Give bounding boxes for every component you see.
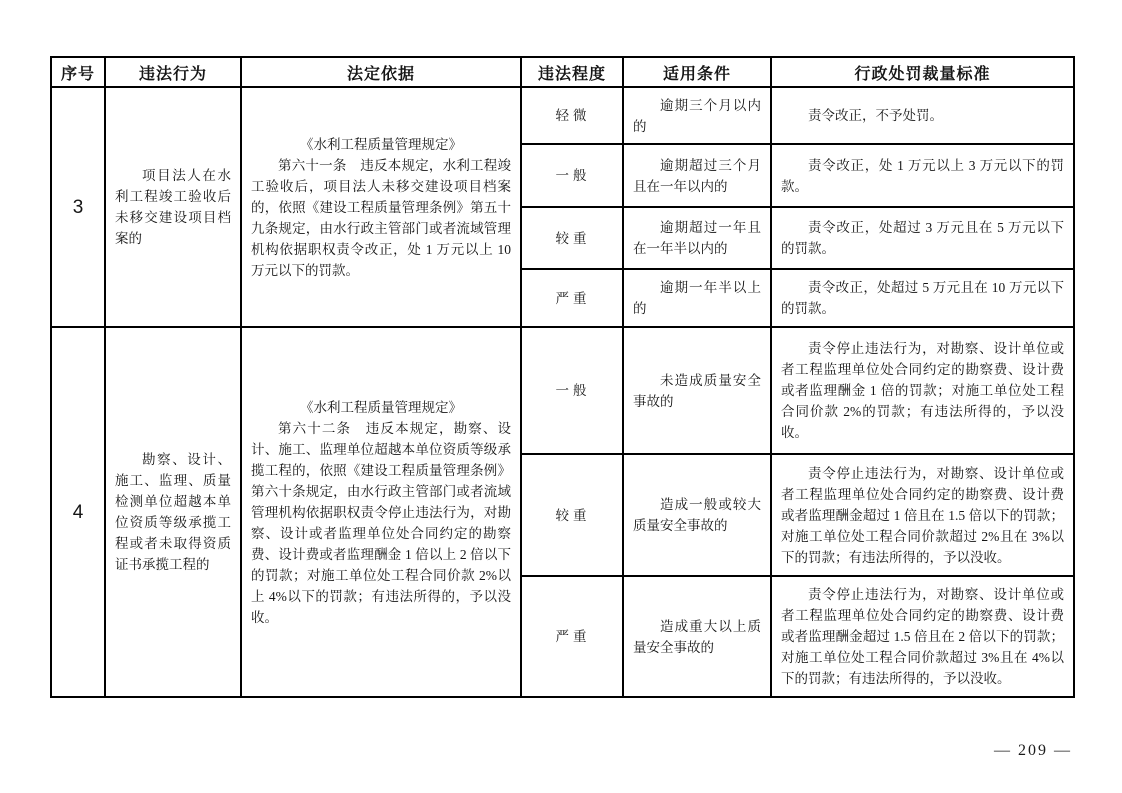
col-header-standard: 行政处罚裁量标准 (771, 57, 1074, 87)
standard-cell (771, 144, 1074, 207)
legal-basis-cell (241, 87, 521, 327)
degree-cell: 轻微 (521, 87, 623, 144)
behavior-cell (105, 327, 241, 697)
degree-cell: 严重 (521, 269, 623, 327)
standard-cell (771, 207, 1074, 269)
col-header-degree: 违法程度 (521, 57, 623, 87)
table-row (51, 327, 1074, 454)
page-number: — 209 — (994, 742, 1072, 759)
degree-cell: 一般 (521, 327, 623, 454)
standard-text: 责令停止违法行为，对勘察、设计单位或者工程监理单位处合同约定的勘察费、设计费或者监理酬金超过 1.5 倍且在 2 倍以下的罚款；对施工单位处工程合同价款超过 3%且在 4%以下的罚款；有违法所得的，予以没收。 (781, 587, 1064, 686)
condition-cell (623, 454, 771, 576)
col-header-basis: 法定依据 (241, 57, 521, 87)
standard-cell (771, 454, 1074, 576)
condition-text: 造成一般或较大质量安全事故的 (633, 497, 761, 533)
behavior-text: 勘察、设计、施工、监理、质量检测单位超越本单位资质等级承揽工程或者未取得资质证书承揽工程的 (115, 452, 231, 572)
condition-text: 造成重大以上质量安全事故的 (633, 618, 761, 655)
condition-cell (623, 207, 771, 269)
col-header-no: 序号 (51, 57, 105, 87)
legal-basis-cell (241, 327, 521, 697)
table-body (51, 87, 1074, 697)
standard-cell (771, 269, 1074, 327)
table-header-row (51, 57, 1074, 87)
condition-cell (623, 269, 771, 327)
standard-text: 责令改正，处超过 3 万元且在 5 万元以下的罚款。 (781, 220, 1064, 256)
standard-text: 责令改正，不予处罚。 (808, 108, 943, 123)
behavior-cell (105, 87, 241, 327)
serial-number-cell: 4 (51, 327, 105, 697)
table-row (51, 87, 1074, 144)
standard-cell (771, 87, 1074, 144)
standard-text: 责令改正，处 1 万元以上 3 万元以下的罚款。 (781, 157, 1064, 194)
condition-text: 未造成质量安全事故的 (633, 372, 761, 409)
legal-basis-title: 《水利工程质量管理规定》 (300, 136, 462, 152)
condition-text: 逾期超过三个月且在一年以内的 (633, 157, 761, 194)
standard-cell (771, 576, 1074, 697)
condition-cell (623, 144, 771, 207)
condition-cell (623, 87, 771, 144)
penalty-table (50, 56, 1075, 698)
degree-cell: 较重 (521, 207, 623, 269)
legal-basis-title: 《水利工程质量管理规定》 (300, 399, 462, 415)
condition-text: 逾期一年半以上的 (633, 280, 761, 316)
standard-text: 责令停止违法行为，对勘察、设计单位或者工程监理单位处合同约定的勘察费、设计费或者监理酬金 1 倍的罚款；对施工单位处工程合同价款 2%的罚款；有违法所得的，予以没收。 (781, 341, 1064, 440)
serial-number-cell: 3 (51, 87, 105, 327)
condition-cell (623, 576, 771, 697)
degree-cell: 严重 (521, 576, 623, 697)
legal-basis-body: 第六十一条 违反本规定，水利工程竣工验收后，项目法人未移交建设项目档案的，依照《建设工程质量管理条例》第五十九条规定，由水行政主管部门或者流域管理机构依据职权责令改正，处 1 万元以上 10 万元以下的罚款。 (251, 157, 511, 278)
degree-cell: 较重 (521, 454, 623, 576)
behavior-text: 项目法人在水利工程竣工验收后未移交建设项目档案的 (115, 168, 231, 246)
degree-cell: 一般 (521, 144, 623, 207)
condition-text: 逾期三个月以内的 (633, 97, 761, 134)
condition-cell (623, 327, 771, 454)
table-header-row-inner (51, 57, 1074, 87)
col-header-behavior: 违法行为 (105, 57, 241, 87)
legal-basis-body: 第六十二条 违反本规定，勘察、设计、施工、监理单位超越本单位资质等级承揽工程的，依照《建设工程质量管理条例》第六十条规定，由水行政主管部门或者流域管理机构依据职权责令停止违法行为，对勘察、设计或者监理单位处合同约定的勘察费、设计费或者监理酬金 1 倍以上 2 倍以下的罚款；对施工单位处工程合同价款 2%以上 4%以下的罚款；有违法所得的，予以没收。 (251, 420, 511, 625)
col-header-condition: 适用条件 (623, 57, 771, 87)
condition-text: 逾期超过一年且在一年半以内的 (633, 220, 761, 256)
standard-text: 责令停止违法行为，对勘察、设计单位或者工程监理单位处合同约定的勘察费、设计费或者监理酬金超过 1 倍且在 1.5 倍以下的罚款；对施工单位处工程合同价款超过 2%且在 3%以下的罚款；有违法所得的，予以没收。 (781, 465, 1064, 565)
standard-text: 责令改正，处超过 5 万元且在 10 万元以下的罚款。 (781, 280, 1064, 316)
standard-cell (771, 327, 1074, 454)
